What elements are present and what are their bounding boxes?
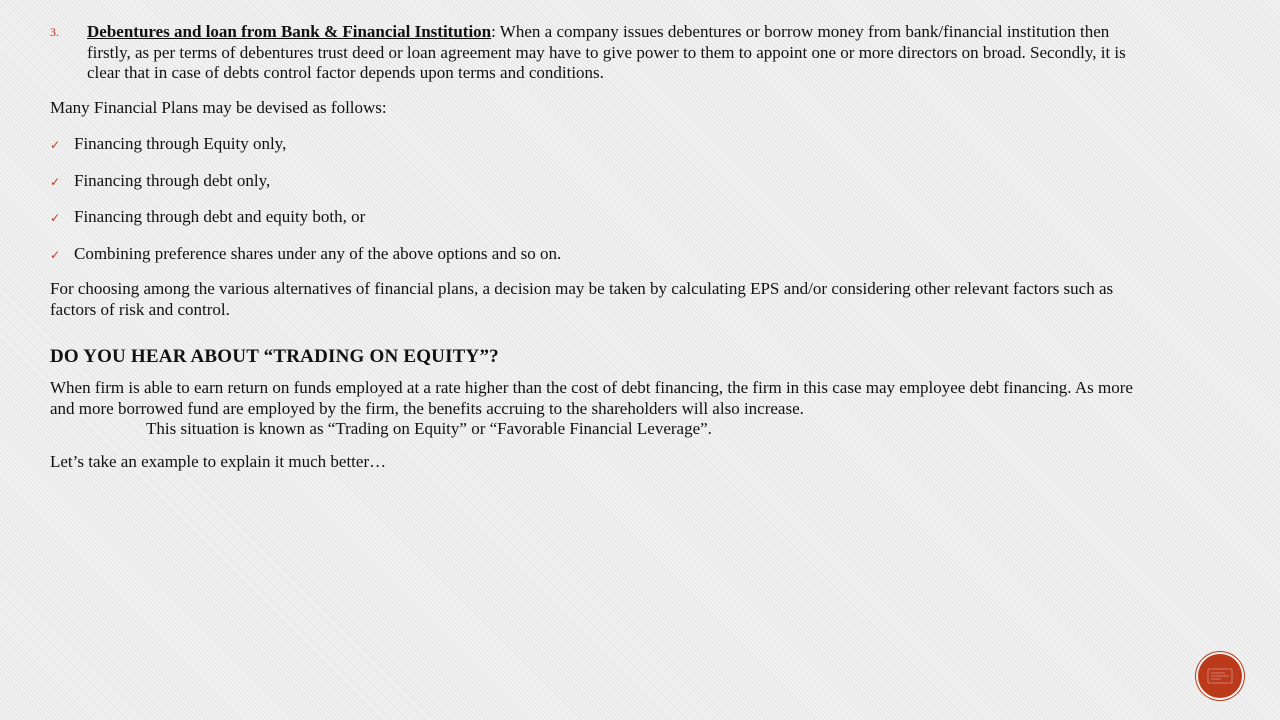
list-item xyxy=(50,171,1150,192)
numbered-point-3 xyxy=(50,22,1150,84)
list-item-text: Financing through Equity only, xyxy=(74,134,287,153)
example-line: Let’s take an example to explain it much better… xyxy=(50,451,387,471)
point-text: : When a company issues debentures or borrow money from bank/financial institution then firstly, as per terms of debentures trust deed or loan agreement may have to give power to them to appoint one or more directors on broad. Secondly, it is clear that in case of debts control factor depends upon terms and conditions. xyxy=(87,22,1126,82)
slide-nav-button[interactable] xyxy=(1198,654,1242,698)
list-item xyxy=(50,134,1150,155)
slide-nav-icon xyxy=(1205,665,1235,687)
list-item xyxy=(50,207,1150,228)
checkmark-icon: ✓ xyxy=(50,138,61,152)
list-item-text: Combining preference shares under any of the above options and so on. xyxy=(74,243,562,263)
point-term: Debentures and loan from Bank & Financial Institution xyxy=(87,22,492,41)
financial-plans-list xyxy=(50,134,1150,264)
slide-content xyxy=(50,22,1150,472)
list-item xyxy=(50,244,1150,265)
section-heading: DO YOU HEAR ABOUT “TRADING ON EQUITY”? xyxy=(50,346,499,367)
checkmark-icon: ✓ xyxy=(50,247,61,262)
list-item-text: Financing through debt only, xyxy=(74,170,271,190)
trading-paragraph: When firm is able to earn return on funds employed at a rate higher than the cost of debt financing, the firm in this case may employee debt financing. As more and more borrowed fund are employed by the firm, the benefits accruing to the shareholders will also increase. xyxy=(50,378,1133,418)
choosing-paragraph: For choosing among the various alternatives of financial plans, a decision may be taken by calculating EPS and/or considering other relevant factors such as factors of risk and control. xyxy=(50,279,1114,319)
plans-intro: Many Financial Plans may be devised as follows: xyxy=(50,97,387,117)
situation-line: This situation is known as “Trading on Equity” or “Favorable Financial Leverage”. xyxy=(146,419,712,438)
checkmark-icon: ✓ xyxy=(50,174,61,189)
checkmark-icon: ✓ xyxy=(50,211,61,225)
list-number: 3. xyxy=(50,25,59,39)
list-item-text: Financing through debt and equity both, or xyxy=(74,207,366,226)
